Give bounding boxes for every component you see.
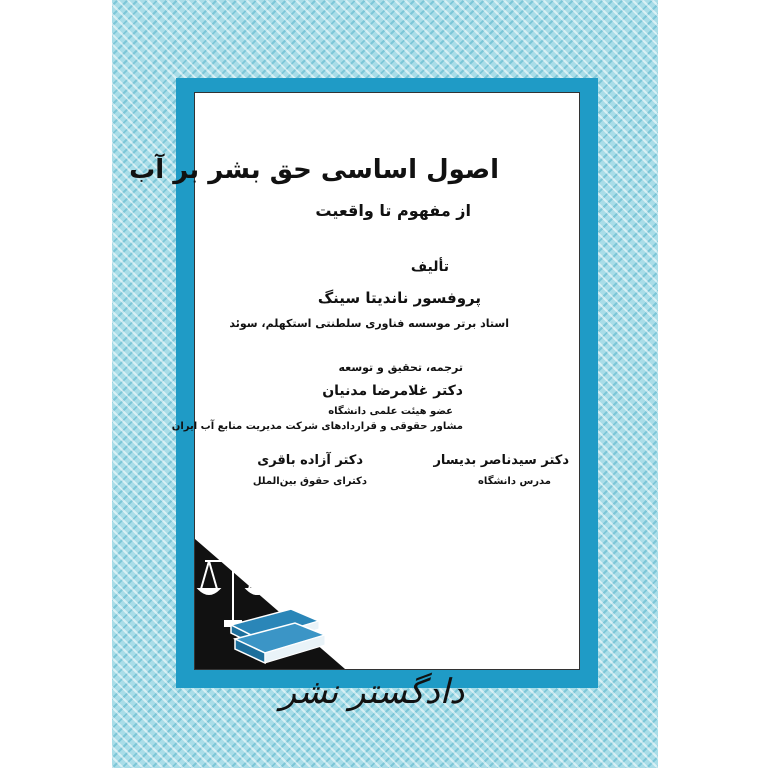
- translator-position: مشاور حقوقی و قراردادهای شرکت مدیریت منابع آب ایران: [171, 421, 463, 432]
- book-title: اصول اساسی حق بشر بر آب: [129, 155, 499, 185]
- justice-illustration: [195, 539, 345, 669]
- book-subtitle: از مفهوم تا واقعیت: [315, 201, 471, 220]
- publisher-name: دادگستر نشر: [279, 672, 465, 712]
- book-cover: [112, 0, 658, 768]
- title-panel: [129, 92, 580, 670]
- collaborator-position: مدرس دانشگاه: [478, 476, 551, 487]
- translator-name: دکتر غلامرضا مدنیان: [322, 383, 463, 399]
- translation-role: ترجمه، تحقیق و توسعه: [338, 361, 463, 374]
- collaborator-position: دکترای حقوق بین‌الملل: [252, 476, 367, 487]
- author-role: تألیف: [410, 259, 449, 275]
- author-affiliation: استاد برتر موسسه فناوری سلطنتی استکهلم، سوئد: [229, 317, 509, 330]
- collaborator-name: دکتر سیدناصر بدیسار: [433, 453, 569, 468]
- publisher-logo: [279, 655, 465, 735]
- author-name: پروفسور ناندیتا سینگ: [317, 289, 481, 307]
- collaborator-name: دکتر آزاده باقری: [257, 453, 363, 468]
- translator-position: عضو هیئت علمی دانشگاه: [328, 406, 453, 417]
